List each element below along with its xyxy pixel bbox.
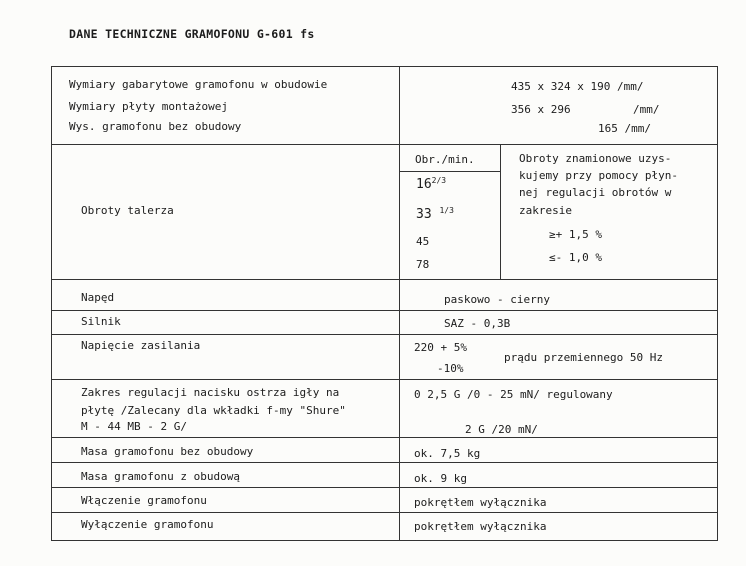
speed-78: 78	[416, 258, 430, 271]
mass-with-value: ok. 9 kg	[414, 472, 467, 485]
voltage-minus: -10%	[437, 362, 464, 375]
speed-header-underline	[400, 171, 500, 172]
dimensions-overall-label: Wymiary gabarytowe gramofonu w obudowie	[69, 78, 328, 91]
stylus-label-line: płytę /Zalecany dla wkładki f-my "Shure"	[81, 404, 346, 417]
document-title: DANE TECHNICZNE GRAMOFONU G-601 fs	[69, 27, 315, 41]
voltage-value: 220 + 5%	[414, 341, 467, 354]
switch-on-value: pokrętłem wyłącznika	[414, 496, 547, 509]
speed-label: Obroty talerza	[81, 204, 174, 217]
row-divider	[52, 487, 717, 488]
drive-value: paskowo - cierny	[444, 293, 550, 306]
mass-without-label: Masa gramofonu bez obudowy	[81, 445, 254, 458]
speed-note-line: kujemy przy pomocy płyn-	[519, 169, 678, 182]
row-divider	[52, 437, 717, 438]
column-divider	[399, 67, 400, 540]
speed-33: 33 $^{1/3}$	[416, 206, 454, 222]
stylus-label-line: M - 44 MB - 2 G/	[81, 420, 187, 433]
speed-header: Obr./min.	[415, 153, 475, 166]
speed-note-line: nej regulacji obrotów w	[519, 186, 672, 199]
speed-16: $16^{2/3}$	[416, 176, 447, 192]
row-divider	[52, 144, 717, 145]
switch-off-label: Wyłączenie gramofonu	[81, 518, 214, 531]
motor-label: Silnik	[81, 315, 121, 328]
row-divider	[52, 279, 717, 280]
mounting-plate-unit: /mm/	[633, 103, 660, 116]
switch-off-value: pokrętłem wyłącznika	[414, 520, 547, 533]
row-divider	[52, 512, 717, 513]
height-label: Wys. gramofonu bez obudowy	[69, 120, 242, 133]
tolerance-minus: ≤- 1,0 %	[549, 251, 602, 264]
switch-on-label: Włączenie gramofonu	[81, 494, 207, 507]
height-value: 165 /mm/	[598, 122, 651, 135]
row-divider	[52, 462, 717, 463]
mass-with-label: Masa gramofonu z obudową	[81, 470, 240, 483]
voltage-note: prądu przemiennego 50 Hz	[504, 351, 663, 364]
voltage-label: Napięcie zasilania	[81, 339, 201, 352]
tolerance-plus: ≥+ 1,5 %	[549, 228, 602, 241]
stylus-recommended: 2 G /20 mN/	[465, 423, 538, 436]
motor-value: SAZ - 0,3B	[444, 317, 511, 330]
speed-note-line: zakresie	[519, 204, 572, 217]
speed-note-line: Obroty znamionowe uzys-	[519, 152, 672, 165]
spec-table	[51, 66, 718, 541]
row-divider	[52, 379, 717, 380]
row-divider	[52, 334, 717, 335]
row-divider	[52, 310, 717, 311]
mass-without-value: ok. 7,5 kg	[414, 447, 481, 460]
drive-label: Napęd	[81, 291, 115, 304]
mounting-plate-value: 356 x 296	[511, 103, 571, 116]
dimensions-overall-value: 435 x 324 x 190 /mm/	[511, 80, 644, 93]
mounting-plate-label: Wymiary płyty montażowej	[69, 100, 228, 113]
stylus-label-line: Zakres regulacji nacisku ostrza igły na	[81, 386, 340, 399]
speed-45: 45	[416, 235, 430, 248]
speed-subdivider	[500, 144, 501, 279]
stylus-value: 0 2,5 G /0 - 25 mN/ regulowany	[414, 388, 613, 401]
